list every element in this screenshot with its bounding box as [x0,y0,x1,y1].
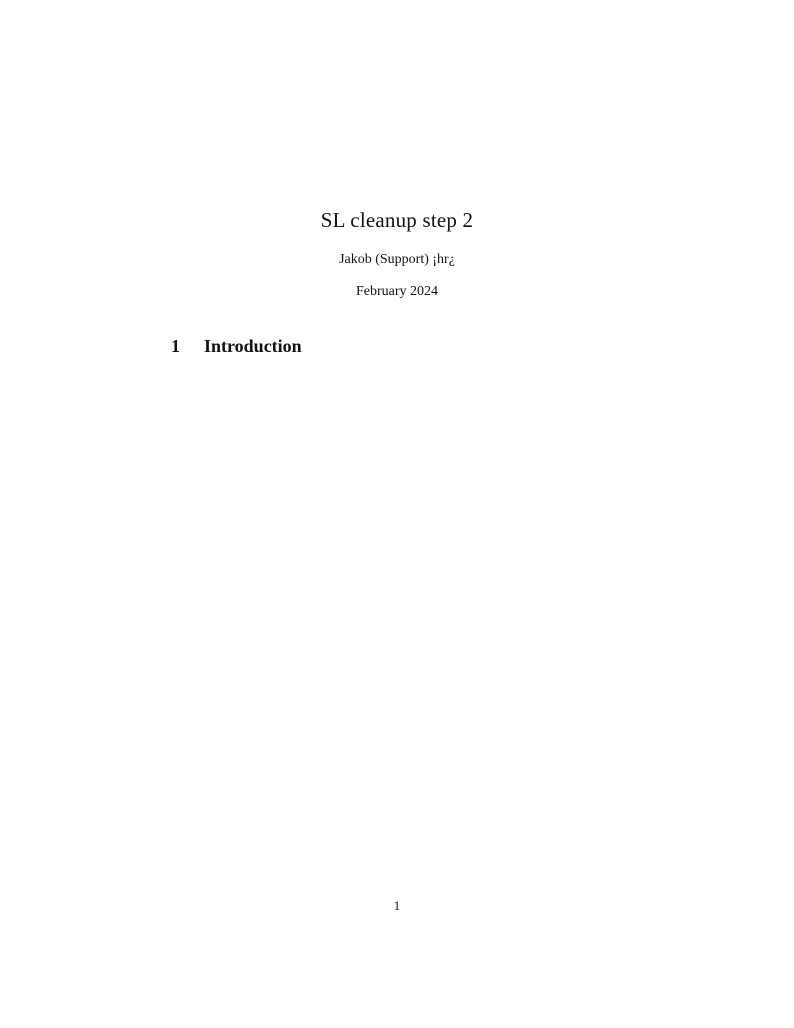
section-number: 1 [171,336,180,356]
document-author: Jakob (Support) ¡hr¿ [339,252,455,267]
page-number: 1 [393,898,401,913]
section-heading [171,336,302,357]
document-date: February 2024 [355,284,439,299]
document-title: SL cleanup step 2 [320,208,474,232]
section-title: Introduction [204,336,302,356]
